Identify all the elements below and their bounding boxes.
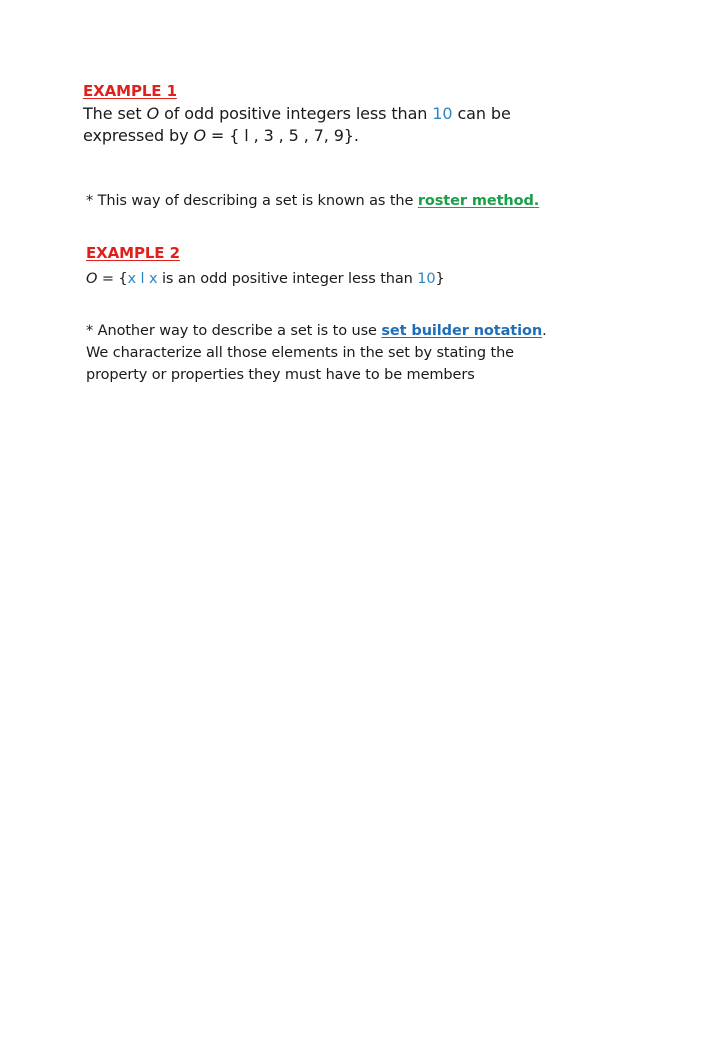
builder-note-line-2: We characterize all those elements in the set by stating the [86,345,514,361]
roster-method-note [86,190,539,212]
text-fragment: is an odd positive integer less than [157,271,418,287]
example-2-equation [86,268,445,290]
example-2-heading: EXAMPLE 2 [86,244,180,262]
roster-method-link[interactable]: roster method. [417,193,540,209]
example-1-heading: EXAMPLE 1 [83,82,177,100]
example-1-line-2 [83,125,359,147]
text-fragment: } [435,271,445,287]
set-builder-variable: x l x [127,271,158,287]
text-fragment: * This way of describing a set is known as the [86,193,418,209]
number-value: 10 [417,271,436,287]
text-fragment: of odd positive integers less than [159,104,433,123]
set-roster-expression: = { l , 3 , 5 , 7, 9}. [205,126,359,145]
text-fragment: expressed by [83,126,194,145]
set-builder-notation-link[interactable]: set builder notation [381,323,543,339]
example-1-line-1 [83,103,511,125]
builder-note-line-1 [86,320,547,342]
set-variable: O [86,271,98,287]
text-fragment: * Another way to describe a set is to use [86,323,382,339]
number-value: 10 [432,104,453,123]
text-fragment: . [542,323,547,339]
text-fragment: can be [452,104,511,123]
builder-note-line-3: property or properties they must have to be members [86,367,475,383]
text-fragment: The set [83,104,147,123]
text-fragment: = { [97,271,128,287]
set-variable: O [146,104,160,123]
set-variable: O [193,126,206,145]
